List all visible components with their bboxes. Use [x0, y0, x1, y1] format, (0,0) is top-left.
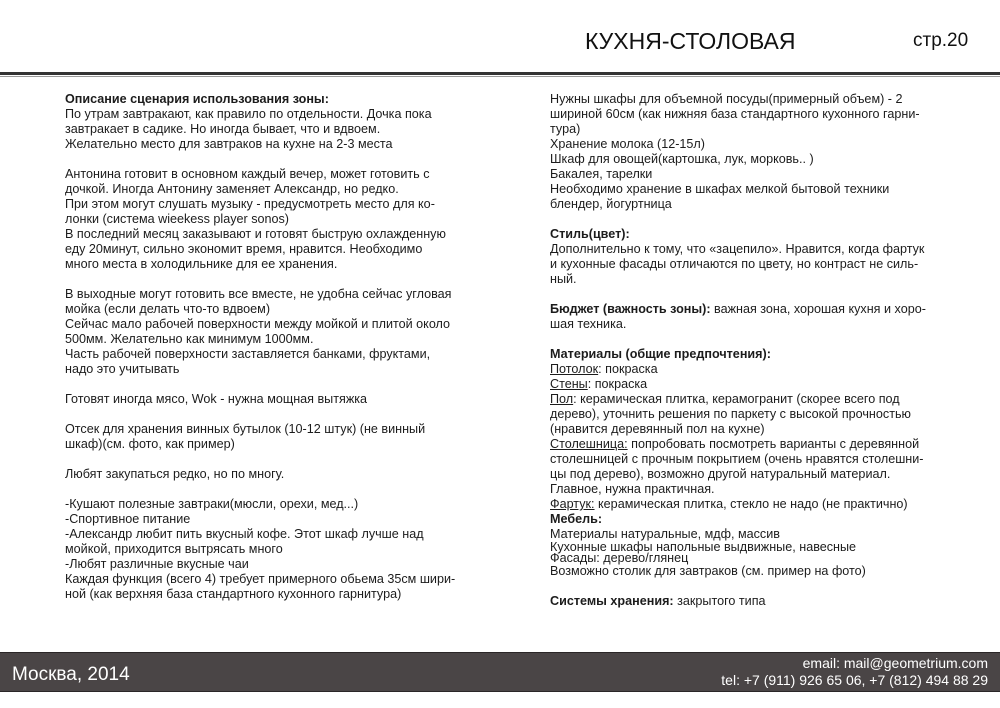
text-line: ный.: [550, 272, 577, 286]
text-line: Фасады: дерево/глянец: [550, 551, 689, 565]
text-line: ной (как верхняя база стандартного кухонного гарнитура): [65, 587, 402, 601]
floor-label: Пол: [550, 392, 574, 406]
text-line: Возможно столик для завтраков (см. пример на фото): [550, 564, 866, 578]
text-line: тура): [550, 122, 581, 136]
walls-line: [550, 377, 955, 392]
text-line: -Александр любит пить вкусный кофе. Этот шкаф лучше над: [65, 527, 424, 541]
counter-label: Столешница:: [550, 437, 628, 451]
text-line: Хранение молока (12-15л): [550, 137, 705, 151]
budget-value: важная зона, хорошая кухня и хоро-: [710, 302, 926, 316]
header-rule: [0, 72, 1000, 75]
text-line: Отсек для хранения винных бутылок (10-12 штук) (не винный: [65, 422, 426, 436]
page-title: КУХНЯ-СТОЛОВАЯ: [585, 28, 796, 54]
text-line: Часть рабочей поверхности заставляется банками, фруктами,: [65, 347, 431, 361]
right-column: [550, 92, 955, 609]
footer-email[interactable]: email: mail@geometrium.com: [802, 655, 988, 671]
text-line: блендер, йогуртница: [550, 197, 672, 211]
text-line: Бакалея, тарелки: [550, 167, 653, 181]
text-line: -Спортивное питание: [65, 512, 191, 526]
text-line: -Любят различные вкусные чаи: [65, 557, 249, 571]
text-line: Шкаф для овощей(картошка, лук, морковь.. ): [550, 152, 814, 166]
budget-heading: Бюджет (важность зоны):: [550, 302, 711, 316]
apron-line: [550, 497, 955, 512]
text-line: Материалы натуральные, мдф, массив: [550, 527, 780, 541]
apron-value: керамическая плитка, стекло не надо (не практично): [594, 497, 908, 511]
storage-value: закрытого типа: [673, 594, 766, 608]
text-line: Необходимо хранение в шкафах мелкой бытовой техники: [550, 182, 890, 196]
walls-value: : покраска: [587, 377, 648, 391]
text-line: дочкой. Иногда Антонину заменяет Александр, но редко.: [65, 182, 399, 196]
text-line: дерево), уточнить решения по паркету с высокой прочностью: [550, 407, 911, 421]
text-line: Дополнительно к тому, что «зацепило». Нравится, когда фартук: [550, 242, 925, 256]
text-line: -Кушают полезные завтраки(мюсли, орехи, мед...): [65, 497, 359, 511]
page-number: стр.20: [913, 30, 969, 51]
text-line: завтракает в садике. Но иногда бывает, что и вдвоем.: [65, 122, 381, 136]
text-line: (нравится деревянный пол на кухне): [550, 422, 765, 436]
text-line: В выходные могут готовить все вместе, не удобна сейчас угловая: [65, 287, 452, 301]
text-line: Сейчас мало рабочей поверхности между мойкой и плитой около: [65, 317, 451, 331]
text-line: столешницей с прочным покрытием (очень нравятся столешни-: [550, 452, 924, 466]
apron-label: Фартук:: [550, 497, 595, 511]
text-line: еду 20минут, сильно экономит время, нравится. Необходимо: [65, 242, 423, 256]
counter-value: попробовать посмотреть варианты с деревянной: [627, 437, 920, 451]
text-line: Антонина готовит в основном каждый вечер, может готовить с: [65, 167, 430, 181]
footer-bar: [0, 652, 1000, 692]
storage-line: [550, 594, 955, 609]
furniture-heading: Мебель:: [550, 512, 603, 526]
counter-line: [550, 437, 955, 452]
footer-city: Москва, 2014: [12, 664, 130, 685]
text-line: шкаф)(см. фото, как пример): [65, 437, 235, 451]
text-line: Готовят иногда мясо, Wok - нужна мощная вытяжка: [65, 392, 368, 406]
ceiling-value: : покраска: [598, 362, 658, 376]
text-line: мойка (если делать что-то вдвоем): [65, 302, 271, 316]
ceiling-label: Потолок: [550, 362, 599, 376]
text-line: Кухонные шкафы напольные выдвижные, навесные: [550, 540, 857, 554]
budget-line: [550, 302, 955, 317]
text-line: Каждая функция (всего 4) требует примерного обьема 35см шири-: [65, 572, 456, 586]
left-column: [65, 92, 485, 602]
style-heading: Стиль(цвет):: [550, 227, 630, 241]
text-line: шириной 60см (как нижняя база стандартного кухонного гарни-: [550, 107, 920, 121]
text-line: лонки (система wieekess player sonos): [65, 212, 290, 226]
text-line: много места в холодильнике для ее хранения.: [65, 257, 338, 271]
materials-heading: Материалы (общие предпочтения):: [550, 347, 771, 361]
text-line: 500мм. Желательно как минимум 1000мм.: [65, 332, 314, 346]
ceiling-line: [550, 362, 955, 377]
text-line: цы под дерево), возможно другой натуральный материал.: [550, 467, 891, 481]
text-line: мойкой, приходится вытрясать много: [65, 542, 283, 556]
storage-heading: Системы хранения:: [550, 594, 674, 608]
text-line: и кухонные фасады отличаются по цвету, но контраст не силь-: [550, 257, 919, 271]
text-line: Нужны шкафы для объемной посуды(примерный объем) - 2: [550, 92, 903, 106]
text-line: Желательно место для завтраков на кухне на 2-3 места: [65, 137, 393, 151]
text-line: В последний месяц заказывают и готовят быструю охлажденную: [65, 227, 446, 241]
text-line: Любят закупаться редко, но по многу.: [65, 467, 285, 481]
header-rule-thin: [0, 76, 1000, 77]
text-line: При этом могут слушать музыку - предусмотреть место для ко-: [65, 197, 435, 211]
scenario-heading: Описание сценария использования зоны:: [65, 92, 329, 106]
floor-line: [550, 392, 955, 407]
walls-label: Стены: [550, 377, 588, 391]
text-line: Главное, нужна практичная.: [550, 482, 715, 496]
text-line: надо это учитывать: [65, 362, 180, 376]
text-line: По утрам завтракают, как правило по отдельности. Дочка пока: [65, 107, 432, 121]
footer-phone: tel: +7 (911) 926 65 06, +7 (812) 494 88 29: [721, 672, 988, 688]
text-line: шая техника.: [550, 317, 627, 331]
floor-value: : керамическая плитка, керамогранит (скорее всего под: [573, 392, 900, 406]
